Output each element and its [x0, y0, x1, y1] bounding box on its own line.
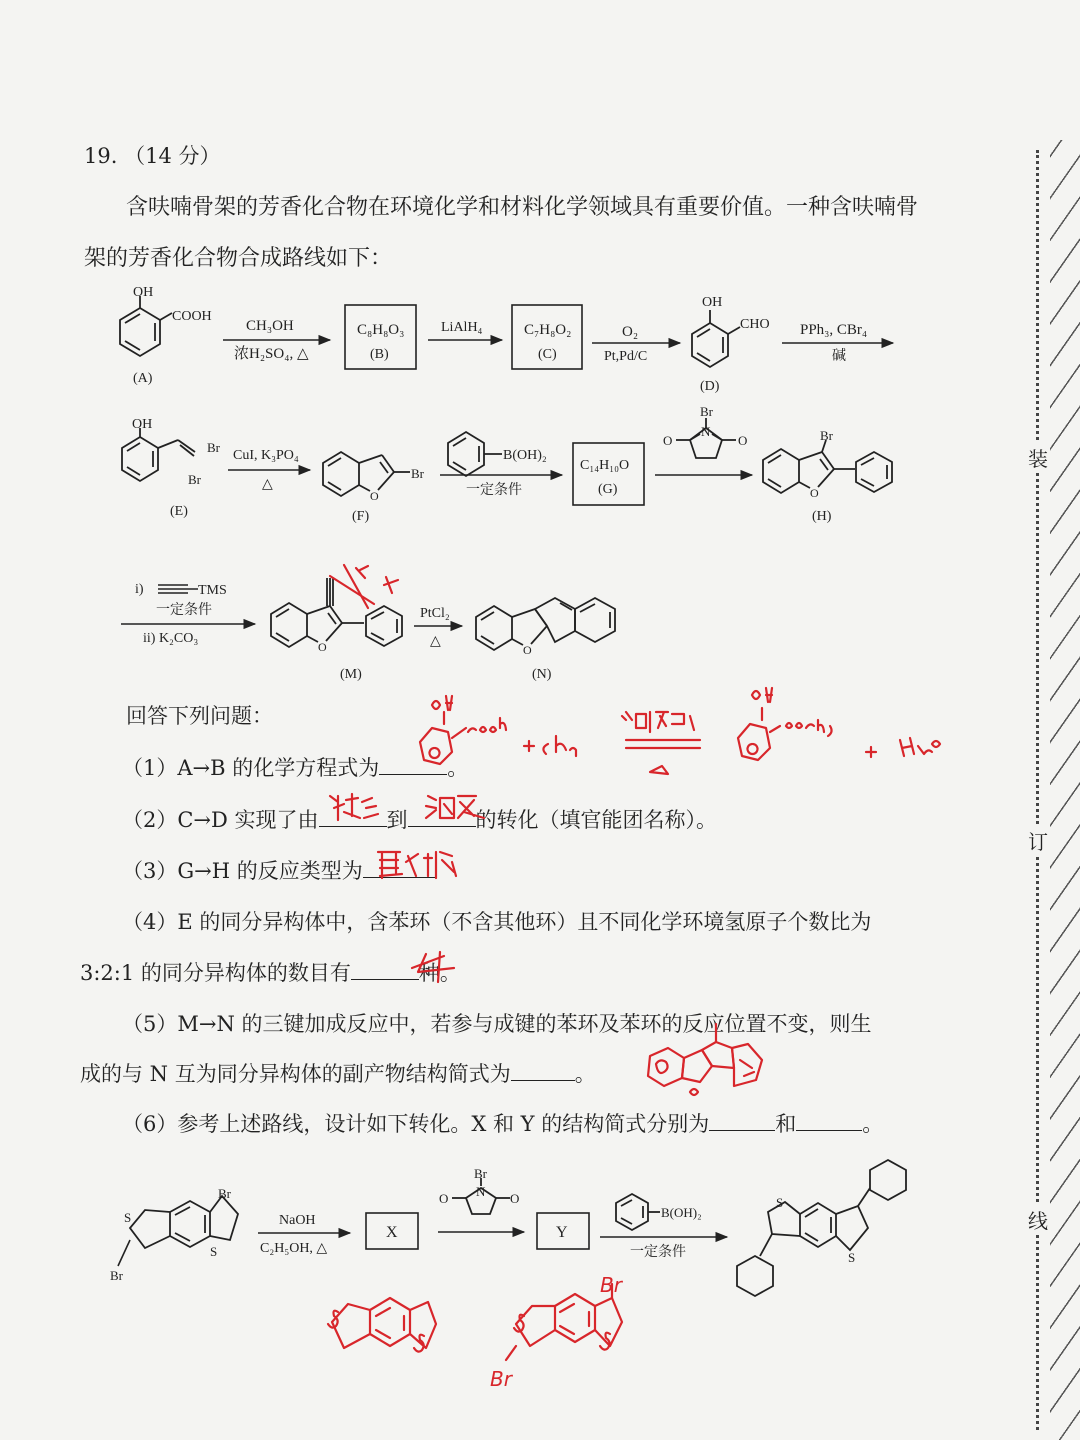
question-3: （3）G→H 的反应类型为 — [122, 855, 437, 885]
step8-ii: ii) K₂CO₃ — [143, 631, 199, 646]
compound-a-oh: OH — [133, 285, 154, 300]
compound-e-br1: Br — [207, 440, 220, 455]
compound-d-cho: CHO — [740, 317, 770, 332]
questions-lead: 回答下列问题： — [126, 704, 273, 728]
scheme2-nbs-o2: O — [510, 1191, 520, 1206]
q3-handwritten-answer — [378, 852, 456, 878]
step1-reagent-bottom: 浓H₂SO₄, △ — [234, 346, 309, 362]
q2-handwritten-answers — [330, 794, 484, 820]
margin-zhuang: 装 — [1028, 443, 1048, 472]
compound-c-label: (C) — [538, 347, 557, 362]
y-handwritten-br2: Br — [490, 1367, 512, 1391]
scheme2-step3-bottom: 一定条件 — [630, 1245, 686, 1260]
scheme2-start-br2: Br — [110, 1268, 123, 1283]
scheme2-step1-top: NaOH — [279, 1213, 316, 1228]
step4-reagent-bottom: 碱 — [832, 349, 846, 364]
scheme2-start-s1: S — [124, 1210, 132, 1225]
step8-tms: TMS — [198, 583, 227, 598]
step1-reagent-top: CH₃OH — [246, 318, 294, 334]
step2-reagent: LiAlH₄ — [441, 320, 483, 335]
step6-boronic: B(OH)₂ — [503, 448, 547, 463]
compound-n-label: (N) — [532, 667, 552, 682]
nbs-o1: O — [663, 433, 673, 448]
q5-handwritten-structure — [648, 1024, 762, 1095]
compound-a-cooh: COOH — [172, 309, 212, 324]
y-handwritten-br1: Br — [600, 1273, 622, 1297]
compound-m-o: O — [318, 640, 327, 654]
compound-e-label: (E) — [170, 504, 188, 519]
q4-handwritten-answer — [412, 952, 454, 982]
intro-line-1: 含呋喃骨架的芳香化合物在环境化学和材料化学领域具有重要价值。一种含呋喃骨 — [126, 195, 919, 220]
question-2: （2）C→D 实现了由 到 的转化（填官能团名称）。 — [122, 808, 718, 832]
compound-d-label: (D) — [700, 379, 720, 394]
scheme2-product-s1: S — [776, 1195, 784, 1210]
step4-reagent-top: PPh₃, CBr₄ — [800, 322, 868, 338]
scheme2-start-br1: Br — [218, 1186, 231, 1201]
step9-reagent-bottom: △ — [430, 634, 441, 649]
question-6: （6）参考上述路线，设计如下转化。X 和 Y 的结构简式分别为 和 。 — [122, 1112, 884, 1136]
compound-f-label: (F) — [352, 509, 370, 524]
nbs-o2: O — [738, 433, 748, 448]
step5-reagent-bottom: △ — [262, 477, 273, 492]
step9-reagent-top: PtCl₂ — [420, 606, 450, 621]
question-5-line-2: 成的与 N 互为同分异构体的副产物结构简式为 。 — [80, 1062, 596, 1086]
compound-b-label: (B) — [370, 347, 389, 362]
compound-h-label: (H) — [812, 509, 832, 524]
question-1: （1）A→B 的化学方程式为 。 — [122, 756, 469, 780]
scheme2-nbs-o1: O — [439, 1191, 449, 1206]
compound-a-label: (A) — [133, 371, 153, 386]
step3-reagent-bottom: Pt,Pd/C — [604, 349, 648, 364]
question-4-line-2: 3:2:1 的同分异构体的数目有 种。 — [80, 961, 461, 985]
compound-h-br: Br — [820, 428, 833, 443]
step5-reagent-top: CuI, K₃PO₄ — [233, 448, 299, 463]
compound-f-o: O — [370, 489, 379, 503]
q6-handwritten-x-structure — [328, 1298, 436, 1352]
question-points: （14 分） — [124, 144, 221, 168]
compound-e-br2: Br — [188, 472, 201, 487]
compound-f-br: Br — [411, 466, 424, 481]
compound-d-oh: OH — [702, 295, 723, 310]
compound-c-formula: C₇H₈O₂ — [524, 322, 572, 338]
scheme2-x: X — [386, 1224, 398, 1241]
compound-g-label: (G) — [598, 482, 618, 497]
compound-m-label: (M) — [340, 667, 362, 682]
compound-g-formula: C₁₄H₁₀O — [580, 458, 630, 473]
q1-handwritten-equation — [420, 688, 940, 774]
scheme2-nbs-br: Br — [474, 1166, 487, 1181]
intro-line-2: 架的芳香化合物合成路线如下： — [84, 246, 393, 271]
step8-i: i) — [135, 582, 144, 597]
margin-xian: 线 — [1028, 1205, 1048, 1234]
question-4-line-1: （4）E 的同分异构体中，含苯环（不含其他环）且不同化学环境氢原子个数比为 — [122, 910, 872, 934]
scheme2-start-s2: S — [210, 1244, 218, 1259]
step6-condition: 一定条件 — [466, 483, 522, 498]
question-number: 19. （14 分） — [84, 144, 221, 168]
scheme2-product-s2: S — [848, 1250, 856, 1265]
scheme2-nbs-n: N — [476, 1184, 486, 1199]
margin-ding: 订 — [1028, 826, 1048, 855]
nbs-br: Br — [700, 404, 713, 419]
scheme2-step1-bottom: C₂H₅OH, △ — [260, 1241, 328, 1256]
compound-n-o: O — [523, 643, 532, 657]
scheme2-y: Y — [556, 1224, 568, 1241]
question-5-line-1: （5）M→N 的三键加成反应中，若参与成键的苯环及苯环的反应位置不变，则生 — [122, 1012, 872, 1036]
step3-reagent-top: O₂ — [622, 324, 639, 340]
compound-b-formula: C₈H₈O₃ — [357, 322, 405, 338]
nbs-n: N — [701, 424, 711, 439]
step8-condition: 一定条件 — [156, 603, 212, 618]
scheme2-boronic: B(OH)₂ — [661, 1205, 702, 1220]
compound-h-o: O — [810, 486, 819, 500]
m-annotation-scribble — [330, 565, 398, 608]
compound-e-oh: OH — [132, 417, 153, 432]
